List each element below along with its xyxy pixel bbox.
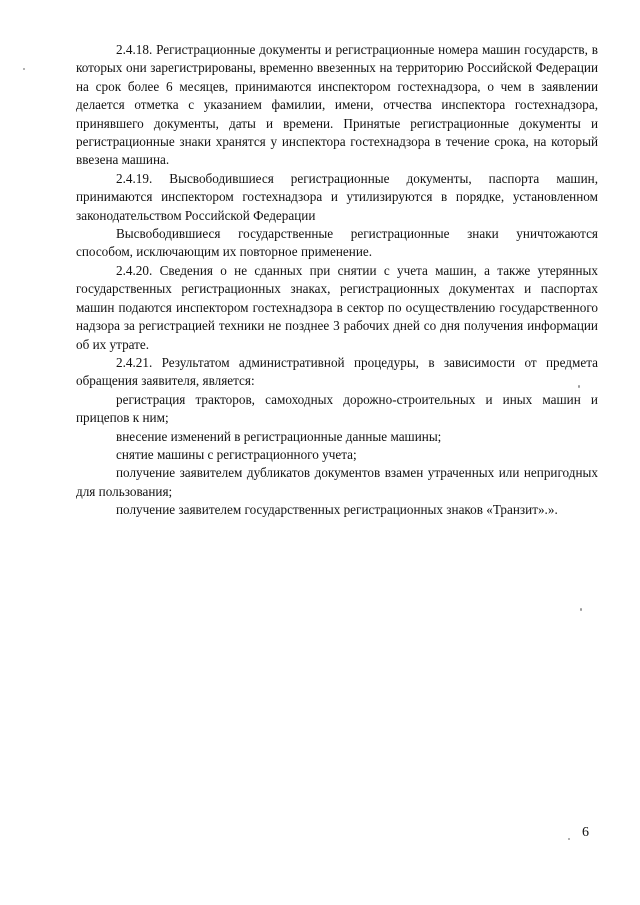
scan-speck [580, 608, 582, 611]
scan-speck [23, 68, 25, 70]
paragraph-2-4-18: 2.4.18. Регистрационные документы и регистрационные номера машин государств, в которых они зарегистрированы, временно ввезенных на территорию Российской Федерации на срок более 6 месяцев, принимаются инспектором гостехнадзора, о чем в заявлении делается отметка с указанием фамилии, имени, отчества инспектора гостехнадзора, принявшего документы, даты и времени. Принятые регистрационные документы и регистрационные знаки хранятся у инспектора гостехнадзора в течение срока, на который ввезена машина. [76, 42, 598, 168]
result-item-deregistration: снятие машины с регистрационного учета; [116, 446, 357, 462]
page-number: 6 [582, 825, 589, 840]
result-item-registration: регистрация тракторов, самоходных дорожно-строительных и иных машин и прицепов к ним; [76, 391, 598, 426]
result-item-transit-plates: получение заявителем государственных регистрационных знаков «Транзит».». [116, 502, 558, 518]
result-item-changes: внесение изменений в регистрационные данные машины; [116, 428, 442, 444]
scan-speck [568, 838, 570, 840]
scan-speck [578, 385, 580, 388]
paragraph-2-4-19: 2.4.19. Высвободившиеся регистрационные документы, паспорта машин, принимаются инспектором гостехнадзора и утилизируются в порядке, установленном законодательством Российской Федерации [76, 170, 598, 223]
paragraph-2-4-21: 2.4.21. Результатом административной процедуры, в зависимости от предмета обращения заявителя, является: [76, 354, 598, 389]
document-body [76, 41, 598, 520]
result-item-duplicates: получение заявителем дубликатов документов взамен утраченных или непригодных для пользования; [76, 465, 598, 499]
paragraph-2-4-20: 2.4.20. Сведения о не сданных при снятии с учета машин, а также утерянных государственных регистрационных знаках, регистрационных документах и паспортах машин подаются инспектором гостехнадзора в сектор по осуществлению государственного надзора за регистрацией техники не позднее 3 рабочих дней со дня получения информации об их утрате. [76, 262, 598, 352]
paragraph-plates-destroyed: Высвободившиеся государственные регистрационные знаки уничтожаются способом, исключающим их повторное применение. [76, 226, 598, 260]
